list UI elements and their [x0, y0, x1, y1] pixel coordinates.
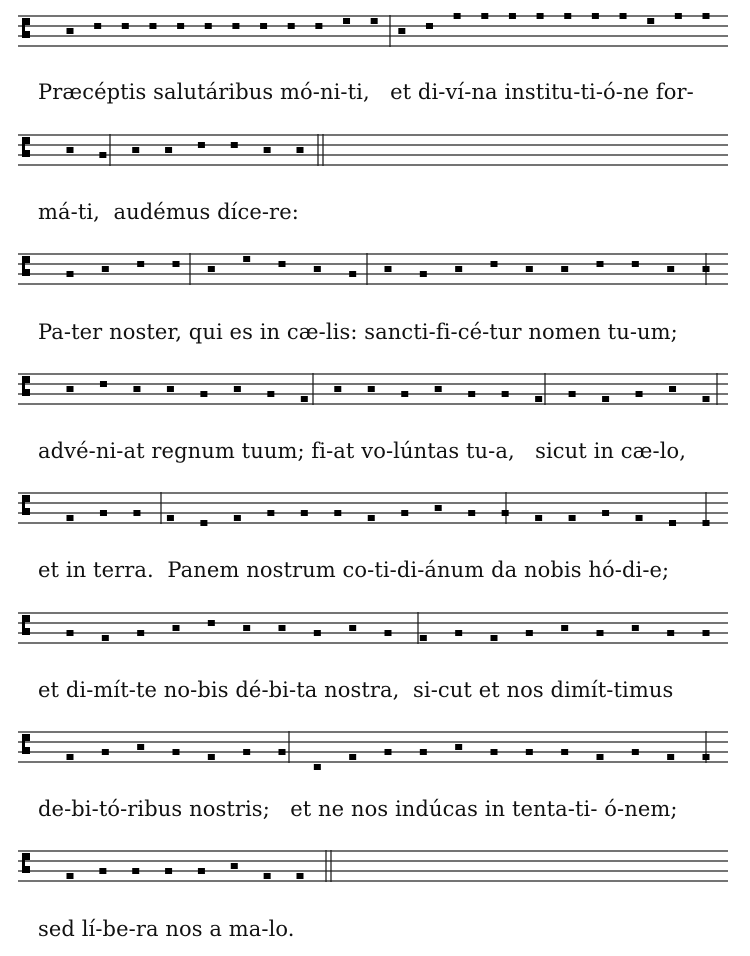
neume-note: [420, 271, 427, 277]
neume-note: [401, 391, 408, 397]
neume-note: [205, 23, 212, 29]
neume-note: [343, 18, 350, 24]
neume-note: [526, 630, 533, 636]
neume-note: [561, 266, 568, 272]
neume-note: [371, 18, 378, 24]
neume-note: [279, 625, 286, 631]
neume-note: [314, 266, 321, 272]
neume-note: [401, 510, 408, 516]
neume-note: [468, 391, 475, 397]
neume-note: [279, 261, 286, 267]
neume-note: [491, 635, 498, 641]
neume-note: [435, 505, 442, 511]
neume-note: [502, 391, 509, 397]
neume-note: [647, 18, 654, 24]
staff-system: [18, 731, 728, 770]
neume-note: [526, 749, 533, 755]
neume-note: [561, 625, 568, 631]
neume-note: [349, 754, 356, 760]
neume-note: [669, 386, 676, 392]
neume-note: [167, 515, 174, 521]
neume-note: [535, 396, 542, 402]
neume-note: [569, 515, 576, 521]
c-clef-icon: [22, 734, 30, 754]
neume-note: [667, 754, 674, 760]
neume-note: [132, 147, 139, 153]
neume-note: [99, 152, 106, 158]
neume-note: [602, 510, 609, 516]
lyrics-line-3: Pa-ter noster, qui es in cæ-lis: sancti-fi-cé-tur nomen tu-um;: [38, 320, 678, 344]
neume-note: [385, 630, 392, 636]
neume-note: [703, 520, 710, 526]
neume-note: [569, 391, 576, 397]
neume-note: [597, 261, 604, 267]
neume-note: [260, 23, 267, 29]
neume-note: [349, 625, 356, 631]
c-clef-icon: [22, 137, 30, 157]
neume-note: [301, 510, 308, 516]
neume-note: [535, 515, 542, 521]
neume-note: [200, 391, 207, 397]
neume-note: [632, 749, 639, 755]
lyrics-line-7: de-bi-tó-ribus nostris; et ne nos indúcas in tenta-ti- ó-nem;: [38, 797, 678, 821]
neume-note: [368, 386, 375, 392]
neume-note: [234, 386, 241, 392]
neume-note: [102, 266, 109, 272]
neume-note: [301, 396, 308, 402]
neume-note: [231, 863, 238, 869]
neume-note: [231, 142, 238, 148]
neume-note: [703, 630, 710, 636]
neume-note: [243, 625, 250, 631]
neume-note: [198, 868, 205, 874]
lyrics-line-8: sed lí-be-ra nos a ma-lo.: [38, 917, 295, 941]
neume-note: [67, 754, 74, 760]
neume-note: [632, 261, 639, 267]
neume-note: [334, 510, 341, 516]
neume-note: [137, 261, 144, 267]
neume-note: [208, 754, 215, 760]
lyrics-line-5: et in terra. Panem nostrum co-ti-di-ánum da nobis hó-di-e;: [38, 558, 670, 582]
neume-note: [234, 515, 241, 521]
neume-note: [94, 23, 101, 29]
neume-note: [420, 635, 427, 641]
neume-note: [667, 630, 674, 636]
neume-note: [67, 515, 74, 521]
neume-note: [314, 630, 321, 636]
neume-note: [669, 520, 676, 526]
neume-note: [620, 13, 627, 19]
c-clef-icon: [22, 495, 30, 515]
neume-note: [509, 13, 516, 19]
neume-note: [481, 13, 488, 19]
neume-note: [67, 386, 74, 392]
c-clef-icon: [22, 18, 30, 38]
staff-system: [18, 13, 728, 47]
neume-note: [100, 381, 107, 387]
neume-note: [385, 266, 392, 272]
c-clef-icon: [22, 853, 30, 873]
neume-note: [173, 625, 180, 631]
neume-note: [267, 391, 274, 397]
neume-note: [334, 386, 341, 392]
neume-note: [102, 749, 109, 755]
neume-note: [564, 13, 571, 19]
neume-note: [165, 868, 172, 874]
neume-note: [132, 868, 139, 874]
neume-note: [502, 510, 509, 516]
neume-note: [349, 271, 356, 277]
neume-note: [165, 147, 172, 153]
staff-system: [18, 134, 728, 166]
neume-note: [703, 266, 710, 272]
staff-system: [18, 612, 728, 644]
neume-note: [526, 266, 533, 272]
staff-system: [18, 253, 728, 285]
neume-note: [99, 868, 106, 874]
neume-note: [173, 749, 180, 755]
neume-note: [264, 147, 271, 153]
neume-note: [173, 261, 180, 267]
neume-note: [200, 520, 207, 526]
neume-note: [137, 744, 144, 750]
c-clef-icon: [22, 376, 30, 396]
neume-note: [137, 630, 144, 636]
neume-note: [426, 23, 433, 29]
neume-note: [264, 873, 271, 879]
neume-note: [315, 23, 322, 29]
neume-note: [667, 266, 674, 272]
neume-note: [67, 873, 74, 879]
neume-note: [385, 749, 392, 755]
neume-note: [208, 266, 215, 272]
neume-note: [468, 510, 475, 516]
neume-note: [455, 266, 462, 272]
lyrics-line-2: má-ti, audémus díce-re:: [38, 200, 299, 224]
neume-note: [122, 23, 129, 29]
c-clef-icon: [22, 615, 30, 635]
neume-note: [636, 515, 643, 521]
c-clef-icon: [22, 256, 30, 276]
neume-note: [100, 510, 107, 516]
neume-note: [133, 510, 140, 516]
neume-note: [67, 630, 74, 636]
neume-note: [288, 23, 295, 29]
neume-note: [454, 13, 461, 19]
neume-note: [491, 749, 498, 755]
neume-note: [133, 386, 140, 392]
neume-note: [198, 142, 205, 148]
neume-note: [597, 630, 604, 636]
neume-note: [491, 261, 498, 267]
neume-note: [703, 13, 710, 19]
neume-note: [398, 28, 405, 34]
neume-note: [67, 28, 74, 34]
neume-note: [177, 23, 184, 29]
neume-note: [232, 23, 239, 29]
neume-note: [267, 510, 274, 516]
neume-note: [67, 271, 74, 277]
neume-note: [297, 147, 304, 153]
neume-note: [675, 13, 682, 19]
neume-note: [602, 396, 609, 402]
neume-note: [592, 13, 599, 19]
neume-note: [703, 396, 710, 402]
neume-note: [243, 256, 250, 262]
lyrics-line-4: advé-ni-at regnum tuum; fi-at vo-lúntas tu-a, sicut in cæ-lo,: [38, 439, 687, 463]
neume-note: [243, 749, 250, 755]
lyrics-line-6: et di-mít-te no-bis dé-bi-ta nostra, si-cut et nos dimít-timus: [38, 678, 674, 702]
neume-note: [632, 625, 639, 631]
neume-note: [455, 630, 462, 636]
neume-note: [537, 13, 544, 19]
staff-system: [18, 373, 728, 405]
staff-system: [18, 850, 728, 882]
neume-note: [420, 749, 427, 755]
neume-note: [435, 386, 442, 392]
neume-note: [314, 764, 321, 770]
neume-note: [149, 23, 156, 29]
neume-note: [279, 749, 286, 755]
neume-note: [636, 391, 643, 397]
neume-note: [208, 620, 215, 626]
staff-system: [18, 492, 728, 526]
neume-note: [455, 744, 462, 750]
neume-note: [703, 754, 710, 760]
neume-note: [561, 749, 568, 755]
neume-note: [102, 635, 109, 641]
neume-note: [67, 147, 74, 153]
neume-note: [597, 754, 604, 760]
neume-note: [167, 386, 174, 392]
lyrics-line-1: Præcéptis salutáribus mó-ni-ti, et di-ví-na institu-ti-ó-ne for-: [38, 80, 694, 104]
neume-note: [297, 873, 304, 879]
neume-note: [368, 515, 375, 521]
